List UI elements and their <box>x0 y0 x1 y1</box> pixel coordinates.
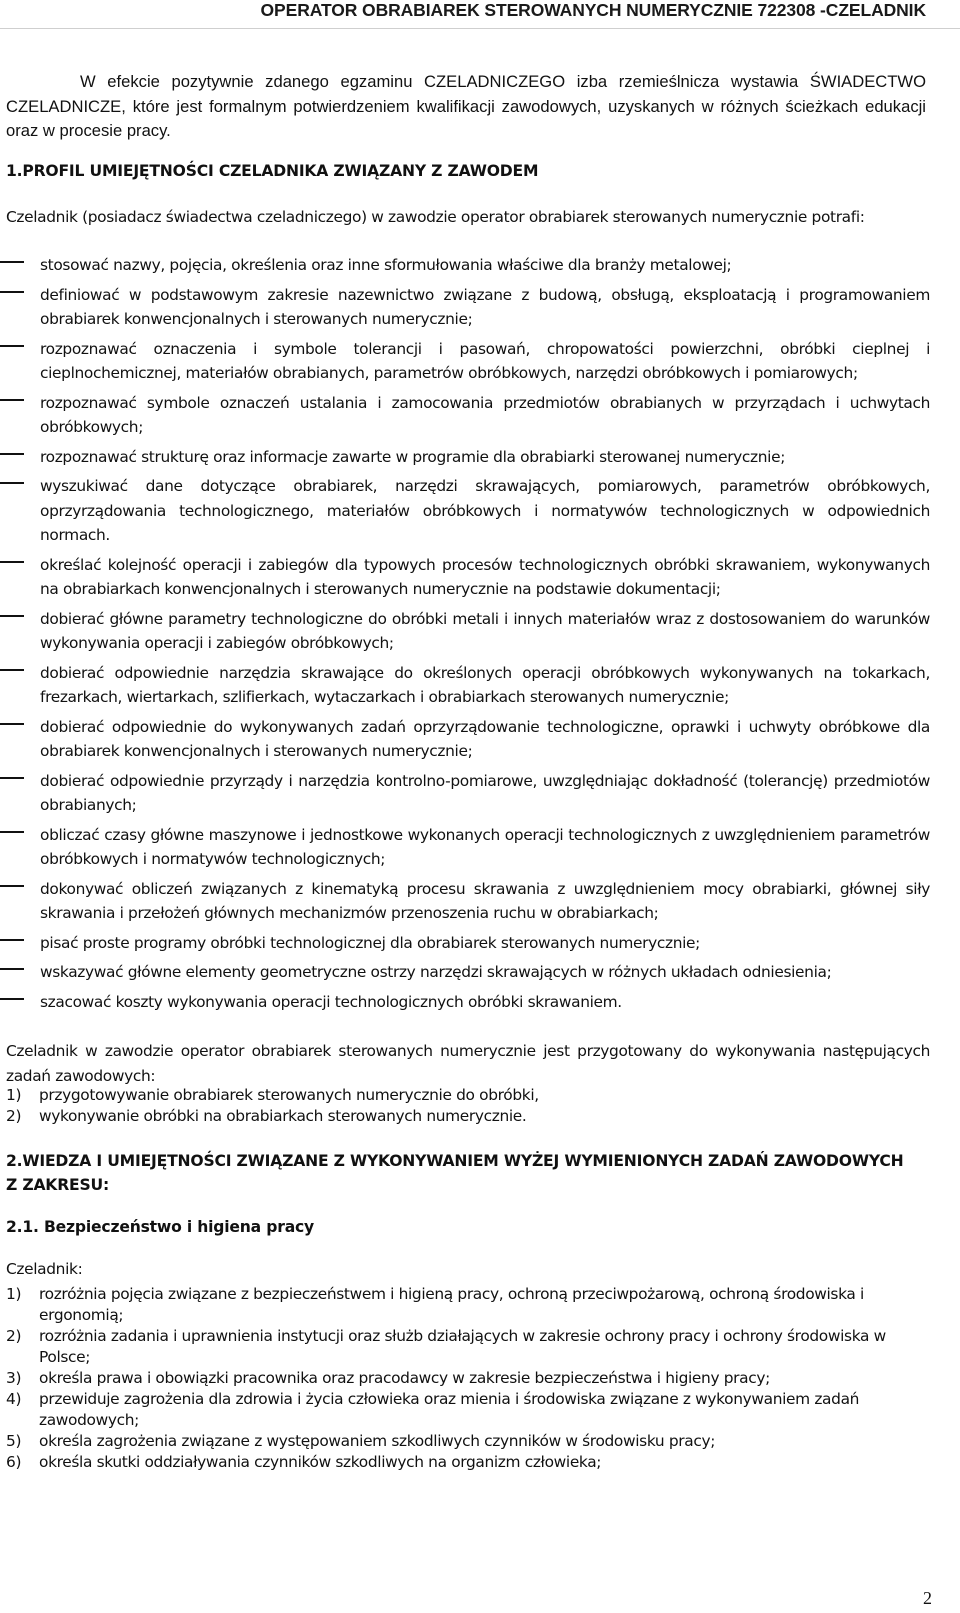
item-text: wykonywanie obróbki na obrabiarkach sterowanych numerycznie. <box>39 1107 527 1125</box>
header-divider <box>0 28 960 29</box>
dash-bullet <box>0 723 24 725</box>
dash-bullet <box>0 831 24 833</box>
item-number: 4) <box>6 1390 22 1408</box>
dash-bullet <box>0 453 24 455</box>
skill-text: dobierać główne parametry technologiczne do obróbki metali i innych materiałów wraz z dostosowaniem do warunków wykonywania operacji i zabiegów obróbkowych; <box>40 609 930 652</box>
dash-bullet <box>0 261 24 263</box>
dash-bullet <box>0 777 24 779</box>
item-number: 2) <box>6 1107 22 1125</box>
dash-bullet <box>0 561 24 563</box>
item-text: określa skutki oddziaływania czynników szkodliwych na organizm człowieka; <box>39 1453 602 1471</box>
item-number: 1) <box>6 1285 22 1303</box>
item-text: przewiduje zagrożenia dla zdrowia i życia człowieka oraz mienia i środowiska związane z wykonywaniem zadań zawodowych; <box>39 1390 860 1429</box>
skill-text: obliczać czasy główne maszynowe i jednostkowe wykonanych operacji technologicznych z uwzględnieniem parametrów obróbkowych i normatywów technologicznych; <box>40 825 930 868</box>
item-text: przygotowywanie obrabiarek sterowanych numerycznie do obróbki, <box>39 1086 539 1104</box>
skill-item <box>0 960 930 985</box>
skill-text: rozpoznawać oznaczenia i symbole tolerancji i pasowań, chropowatości powierzchni, obróbki cieplnej i cieplnochemicznej, materiałów obrabianych, parametrów obróbkowych, narzędzi obróbkowych i pomiarowych; <box>40 339 930 382</box>
skill-item <box>0 877 930 926</box>
skill-item <box>0 769 930 818</box>
task-item <box>6 1085 916 1106</box>
task-item <box>6 1106 916 1127</box>
skill-item <box>0 607 930 656</box>
dash-bullet <box>0 669 24 671</box>
skill-item <box>0 715 930 764</box>
skill-item <box>0 823 930 872</box>
bhp-item <box>6 1368 916 1389</box>
bhp-list <box>6 1284 916 1473</box>
skill-text: wskazywać główne elementy geometryczne ostrzy narzędzi skrawających w różnych układach odniesienia; <box>40 963 832 981</box>
skill-item <box>0 337 930 386</box>
dash-bullet <box>0 615 24 617</box>
prepared-paragraph: Czeladnik w zawodzie operator obrabiarek sterowanych numerycznie jest przygotowany do wykonywania następujących zadań zawodowych: <box>6 1042 930 1085</box>
section-1-heading: 1.PROFIL UMIEJĘTNOŚCI CZELADNIKA ZWIĄZANY Z ZAWODEM <box>6 162 539 180</box>
skill-item <box>0 253 930 278</box>
item-text: określa zagrożenia związane z występowaniem szkodliwych czynników w środowisku pracy; <box>39 1432 716 1450</box>
skill-text: dobierać odpowiednie do wykonywanych zadań oprzyrządowanie technologiczne, oprawki i uchwyty obróbkowe dla obrabiarek konwencjonalnych i sterowanych numerycznie; <box>40 717 930 760</box>
skill-item <box>0 391 930 440</box>
skill-text: określać kolejność operacji i zabiegów dla typowych procesów technologicznych obróbki skrawaniem, wykonywanych na obrabiarkach konwencjonalnych i sterowanych numerycznie na podstawie dokumentacji; <box>40 555 930 598</box>
tasks-list <box>6 1085 916 1127</box>
dash-bullet <box>0 998 24 1000</box>
section-2-1-heading: 2.1. Bezpieczeństwo i higiena pracy <box>6 1218 315 1236</box>
skill-text: rozpoznawać symbole oznaczeń ustalania i zamocowania przedmiotów obrabianych w przyrządach i uchwytach obróbkowych; <box>40 393 930 436</box>
item-text: określa prawa i obowiązki pracownika oraz pracodawcy w zakresie bezpieczeństwa i higieny pracy; <box>39 1369 770 1387</box>
item-text: rozróżnia zadania i uprawnienia instytucji oraz służb działających w zakresie ochrony pracy i ochrony środowiska w Polsce; <box>39 1327 886 1366</box>
page-number: 2 <box>923 1588 932 1608</box>
skill-text: dobierać odpowiednie przyrządy i narzędzia kontrolno-pomiarowe, uwzględniając dokładność (tolerancję) przedmiotów obrabianych; <box>40 771 930 814</box>
dash-bullet <box>0 885 24 887</box>
skill-text: wyszukiwać dane dotyczące obrabiarek, narzędzi skrawających, pomiarowych, parametrów obróbkowych, oprzyrządowania technologicznego, materiałów obróbkowych i normatywów technologicznych w odpowiednich normach. <box>40 477 930 544</box>
skill-item <box>0 990 930 1015</box>
bhp-item <box>6 1326 916 1368</box>
bhp-item <box>6 1284 916 1326</box>
dash-bullet <box>0 399 24 401</box>
bhp-item <box>6 1431 916 1452</box>
section-1-lead: Czeladnik (posiadacz świadectwa czeladniczego) w zawodzie operator obrabiarek sterowanych numerycznie potrafi: <box>6 208 865 226</box>
skill-item <box>0 283 930 332</box>
item-number: 1) <box>6 1086 22 1104</box>
skills-list <box>0 253 930 1019</box>
skill-text: szacować koszty wykonywania operacji technologicznych obróbki skrawaniem. <box>40 992 622 1011</box>
item-number: 3) <box>6 1369 22 1387</box>
skill-item <box>0 931 930 956</box>
dash-bullet <box>0 482 24 484</box>
skill-item <box>0 553 930 602</box>
page-header-title: OPERATOR OBRABIAREK STEROWANYCH NUMERYCZNIE 722308 -CZELADNIK <box>260 0 926 20</box>
dash-bullet <box>0 939 24 941</box>
intro-paragraph: W efekcie pozytywnie zdanego egzaminu CZELADNICZEGO izba rzemieślnicza wystawia ŚWIADECTWO CZELADNICZE, które jest formalnym potwierdzeniem kwalifikacji zawodowych, uzyskanych w różnych ścieżkach edukacji oraz w procesie pracy. <box>6 72 926 141</box>
dash-bullet <box>0 291 24 293</box>
skill-text: pisać proste programy obróbki technologicznej dla obrabiarek sterowanych numerycznie; <box>40 933 700 952</box>
skill-text: definiować w podstawowym zakresie nazewnictwo związane z budową, obsługą, eksploatacją i programowaniem obrabiarek konwencjonalnych i sterowanych numerycznie; <box>40 285 930 328</box>
item-number: 5) <box>6 1432 22 1450</box>
section-2-lead: Czeladnik: <box>6 1260 83 1278</box>
skill-item <box>0 661 930 710</box>
skill-text: dokonywać obliczeń związanych z kinematyką procesu skrawania z uwzględnieniem mocy obrabiarki, głównej siły skrawania i przełożeń głównych mechanizmów przenoszenia ruchu w obrabiarkach; <box>40 879 930 922</box>
skill-item <box>0 474 930 548</box>
skill-item <box>0 445 930 470</box>
skill-text: rozpoznawać strukturę oraz informacje zawarte w programie dla obrabiarki sterowanej numerycznie; <box>40 447 786 466</box>
skill-text: stosować nazwy, pojęcia, określenia oraz inne sformułowania właściwe dla branży metalowej; <box>40 256 732 274</box>
dash-bullet <box>0 968 24 970</box>
item-number: 2) <box>6 1327 22 1345</box>
bhp-item <box>6 1452 916 1473</box>
dash-bullet <box>0 345 24 347</box>
bhp-item <box>6 1389 916 1431</box>
skill-text: dobierać odpowiednie narzędzia skrawające do określonych operacji obróbkowych wykonywanych na tokarkach, frezarkach, wiertarkach, szlifierkach, wytaczarkach i obrabiarkach sterowanych numerycznie; <box>40 663 930 706</box>
item-number: 6) <box>6 1453 22 1471</box>
item-text: rozróżnia pojęcia związane z bezpieczeństwem i higieną pracy, ochroną przeciwpożarową, ochroną środowiska i ergonomią; <box>39 1285 864 1324</box>
section-2-heading: 2.WIEDZA I UMIEJĘTNOŚCI ZWIĄZANE Z WYKONYWANIEM WYŻEJ WYMIENIONYCH ZADAŃ ZAWODOWYCH Z ZAKRESU: <box>6 1152 904 1194</box>
